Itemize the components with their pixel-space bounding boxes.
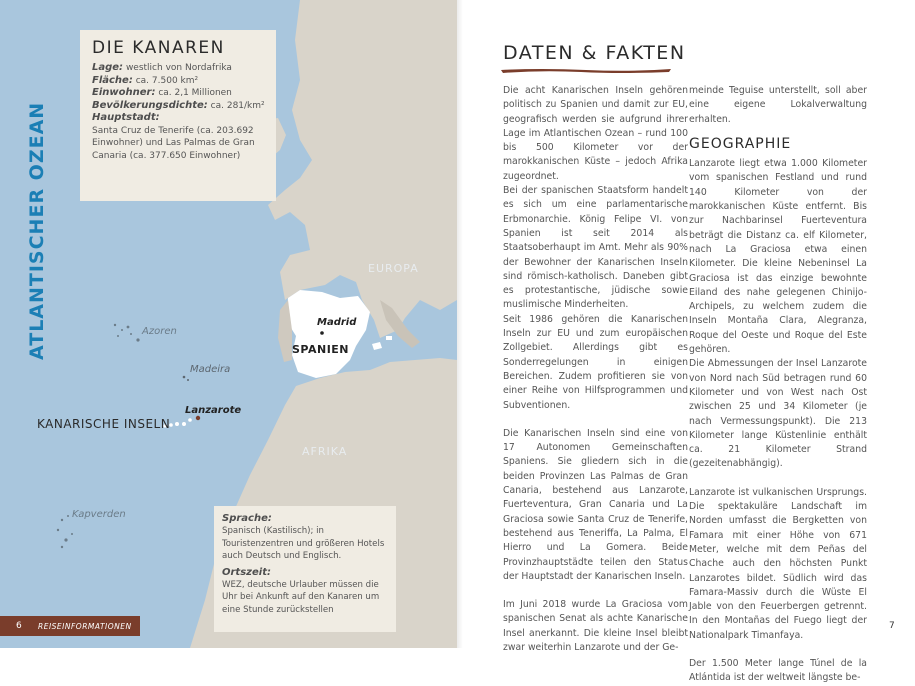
- spanien-label: SPANIEN: [292, 343, 350, 356]
- language-info-box: [214, 506, 396, 632]
- afrika-label: AFRIKA: [302, 445, 348, 458]
- section-name: REISEINFORMATIONEN: [38, 621, 132, 631]
- paragraph: Lanzarote ist vulkanischen Ursprungs. Die spektakuläre Landschaft im Norden umfasst die Bergketten von Famara mit einer Höhe von 671 Meter, welche mit dem Peñas del Chache auch den höchsten Punkt Lanzarotes bildet. Südlich wird das Famara-Massiv durch die Wüste El Jable von den Feuerbergen getrennt. In den Montañas del Fuego liegt der Nationalpark Timanfaya.: [689, 486, 867, 641]
- madeira-islands: [183, 376, 189, 381]
- kanaren-info-box: [80, 30, 276, 201]
- lanzarote-label: Lanzarote: [185, 405, 242, 416]
- text-column-2: [689, 84, 867, 686]
- europe-landmass: [268, 0, 457, 338]
- page-number-right: 7: [889, 621, 895, 631]
- fact-einwohner: Einwohner: ca. 2,1 Millionen: [92, 87, 232, 98]
- madrid-dot: [320, 331, 324, 335]
- kanarische-inseln-label: KANARISCHE INSELN: [37, 417, 171, 431]
- europa-label: EUROPA: [368, 262, 419, 275]
- sprache-value: Spanisch (Kastilisch); in Touristenzentren und größeren Hotels auch Deutsch und Englisch.: [222, 526, 385, 561]
- madeira-label: Madeira: [190, 364, 231, 375]
- paragraph: Seit 1986 gehören die Kanarischen Inseln zur EU und zum europäischen Zollgebiet. Allerdings gibt es Sonderregelungen in einigen Bereichen. Zudem profitieren sie von einer Reihe von Hilfsprogrammen und Subventionen.: [503, 313, 688, 411]
- page-number-left: 6: [16, 621, 22, 631]
- book-spine-shadow: [457, 0, 463, 648]
- ocean-label: ATLANTISCHER OZEAN: [26, 101, 48, 360]
- info-box-title: DIE KANAREN: [92, 38, 225, 58]
- text-page: [457, 0, 915, 684]
- sprache-key: Sprache:: [222, 513, 272, 524]
- ortszeit-key: Ortszeit:: [222, 566, 271, 578]
- page-title: DATEN & FAKTEN: [503, 42, 686, 64]
- capeverde-islands: [57, 515, 73, 548]
- spain-shape: [286, 290, 370, 378]
- madrid-label: Madrid: [317, 317, 357, 328]
- balearic-islands: [372, 336, 392, 350]
- footer-tab: [0, 616, 140, 636]
- ortszeit-value: WEZ, deutsche Urlauber müssen die Uhr bei Ankunft auf den Kanaren um eine Stunde zurückstellen: [222, 579, 380, 615]
- fact-flaeche: Fläche: ca. 7.500 km²: [92, 74, 199, 86]
- text-column-1: [503, 84, 688, 655]
- paragraph: Die acht Kanarischen Inseln gehören politisch zu Spanien und damit zur EU, geografisch werden sie aufgrund ihrer Lage im Atlantischen Ozean – rund 100 bis 500 Kilometer vor der marokkanischen Küste – jedoch Afrika zugeordnet.: [503, 85, 688, 182]
- azores-islands: [114, 324, 140, 342]
- paragraph: Im Juni 2018 wurde La Graciosa vom spanischen Senat als achte Kanarische Insel anerkannt. Die kleine Insel bleibt zwar weiterhin Lanzarote und der Ge-: [503, 599, 688, 653]
- paragraph: Die Kanarischen Inseln sind eine von 17 Autonomen Gemeinschaften Spaniens. Sie gliedern sich in die beiden Provinzen Las Palmas de Gran Canaria, bestehend aus Lanzarote, Fuerteventura, Gran Canaria und La Graciosa sowie Santa Cruz de Tenerife, bestehend aus Teneriffa, La Palma, El Hierro und La Gomera. Beide Provinzhauptstädte teilen den Status der Hauptstadt der Kanarischen Inseln.: [503, 427, 688, 582]
- section-heading-geographie: GEOGRAPHIE: [689, 135, 792, 152]
- fact-dichte: Bevölkerungsdichte: ca. 281/km²: [92, 99, 265, 111]
- paragraph: Bei der spanischen Staatsform handelt es sich um eine parlamentarische Erbmonarchie. König Felipe VI. von Spanien ist seit 2014 als Staatsoberhaupt im Amt. Mehr als 90% der Bewohner der Kanarischen Inseln sind römisch-katholisch. Daneben gibt es protestantische, jüdische sowie muslimische Minderheiten.: [503, 185, 688, 311]
- map-page: [0, 0, 457, 648]
- brush-underline: [501, 67, 671, 74]
- fact-lage: Lage: westlich von Nordafrika: [92, 62, 232, 73]
- paragraph: Der 1.500 Meter lange Túnel de la Atlántida ist der weltweit längste be-: [689, 657, 867, 684]
- kapverden-label: Kapverden: [72, 509, 126, 520]
- paragraph: Lanzarote liegt etwa 1.000 Kilometer vom spanischen Festland und rund 140 Kilometer von der marokkanischen Küste entfernt. Bis zur Nachbarinsel Fuerteventura beträgt die Distanz ca. elf Kilometer, nach La Graciosa etwa einen Kilometer. Die kleine Nebeninsel La Graciosa ist das einzige bewohnte Eiland des nahe gelegenen Chinijo-Archipels, zu welchem zudem die Inseln Montaña Clara, Alegranza, Roque del Oeste und Roque del Este gehören.: [689, 158, 867, 356]
- lanzarote-marker: [196, 416, 200, 420]
- fact-hauptstadt: Hauptstadt: Santa Cruz de Tenerife (ca. 203.692 Einwohner) und Las Palmas de Gran Canaria (ca. 377.650 Einwohner): [92, 112, 255, 161]
- azoren-label: Azoren: [142, 326, 177, 337]
- paragraph: meinde Teguise unterstellt, soll aber eine eigene Lokalverwaltung erhalten.: [689, 85, 867, 125]
- paragraph: Die Abmessungen der Insel Lanzarote von Nord nach Süd betragen rund 60 Kilometer und von West nach Ost zwischen 25 und 34 Kilometer (je nach Vermessungspunkt). Die 213 Kilometer lange Küstenlinie enthält ca. 21 Kilometer Strand (gezeitenabhängig).: [689, 358, 867, 470]
